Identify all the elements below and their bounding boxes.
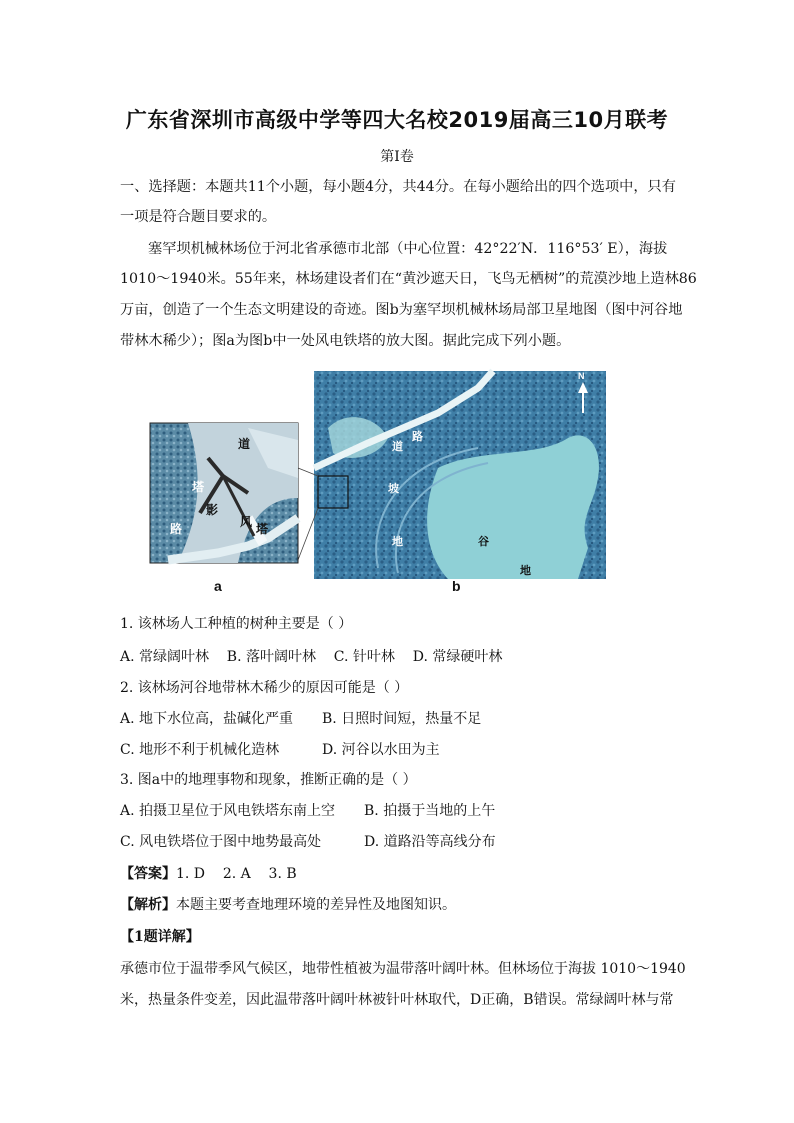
question-2-option-b: B. 日照时间短，热量不足 bbox=[322, 711, 482, 727]
answer-line bbox=[120, 863, 297, 883]
section-header-line-2: 一项是符合题目要求的。 bbox=[120, 209, 277, 225]
a-label-road-2: 路 bbox=[170, 522, 183, 536]
intro-line-3: 万亩，创造了一个生态文明建设的奇迹。图b为塞罕坝机械林场局部卫星地图（图中河谷地 bbox=[120, 302, 683, 318]
a-label-shadow: 影 bbox=[206, 503, 219, 517]
figure-label-a: a bbox=[214, 578, 222, 594]
analysis-line bbox=[120, 894, 456, 914]
b-label-valley-2: 地 bbox=[520, 565, 531, 577]
volume-label: 第Ⅰ卷 bbox=[380, 149, 414, 165]
question-2-option-a: A. 地下水位高，盐碱化严重 bbox=[120, 711, 294, 727]
detail-line-2: 米，热量条件变差，因此温带落叶阔叶林被针叶林取代，D正确，B错误。常绿阔叶林与常 bbox=[120, 992, 674, 1008]
question-3-option-d: D. 道路沿等高线分布 bbox=[364, 834, 496, 850]
analysis-text: 本题主要考查地理环境的差异性及地图知识。 bbox=[176, 897, 456, 913]
question-1-stem: 1. 该林场人工种植的树种主要是（ ） bbox=[120, 616, 353, 632]
question-2-option-c: C. 地形不利于机械化造林 bbox=[120, 742, 280, 758]
a-label-road-1: 道 bbox=[238, 437, 251, 451]
detail-line-1: 承德市位于温带季风气候区，地带性植被为温带落叶阔叶林。但林场位于海拔 1010～1940 bbox=[120, 961, 686, 977]
satellite-figure bbox=[148, 368, 610, 594]
question-3-option-c: C. 风电铁塔位于图中地势最高处 bbox=[120, 834, 322, 850]
question-3-stem: 3. 图a中的地理事物和现象，推断正确的是（ ） bbox=[120, 772, 417, 788]
question-3-option-b: B. 拍摄于当地的上午 bbox=[364, 803, 496, 819]
b-label-road-1: 道 bbox=[392, 441, 403, 453]
intro-line-1: 塞罕坝机械林场位于河北省承德市北部（中心位置：42°22′N．116°53′ E），海拔 bbox=[148, 241, 668, 257]
b-label-valley-1: 谷 bbox=[478, 536, 489, 548]
intro-line-2: 1010～1940米。55年来，林场建设者们在“黄沙遮天日，飞鸟无栖树”的荒漠沙地上造林86 bbox=[120, 271, 697, 287]
b-label-slope-1: 坡 bbox=[388, 483, 399, 495]
a-label-tower: 塔 bbox=[192, 480, 205, 494]
b-label-slope-2: 地 bbox=[392, 536, 403, 548]
page-title: 广东省深圳市高级中学等四大名校2019届高三10月联考 bbox=[125, 108, 669, 132]
section-header-line-1: 一、选择题：本题共11个小题，每小题4分，共44分。在每小题给出的四个选项中，只有 bbox=[120, 179, 676, 195]
figure-graphic bbox=[148, 368, 610, 594]
question-2-option-d: D. 河谷以水田为主 bbox=[322, 742, 440, 758]
question-3-option-a: A. 拍摄卫星位于风电铁塔东南上空 bbox=[120, 803, 336, 819]
b-label-road-2: 路 bbox=[412, 431, 423, 443]
answer-tag: 【答案】 bbox=[120, 866, 176, 882]
question-2-stem: 2. 该林场河谷地带林木稀少的原因可能是（ ） bbox=[120, 680, 409, 696]
analysis-tag: 【解析】 bbox=[120, 897, 176, 913]
intro-line-4: 带林木稀少）；图a为图b中一处风电铁塔的放大图。据此完成下列小题。 bbox=[120, 333, 571, 349]
b-north-label: N bbox=[578, 371, 585, 381]
question-1-options: A. 常绿阔叶林 B. 落叶阔叶林 C. 针叶林 D. 常绿硬叶林 bbox=[120, 649, 503, 665]
a-label-tower-2: 塔 bbox=[256, 522, 269, 536]
figure-label-b: b bbox=[452, 578, 461, 594]
a-label-wind: 风 bbox=[240, 515, 253, 529]
answer-text: 1. D 2. A 3. B bbox=[176, 866, 297, 882]
detail-tag: 【1题详解】 bbox=[120, 929, 200, 945]
